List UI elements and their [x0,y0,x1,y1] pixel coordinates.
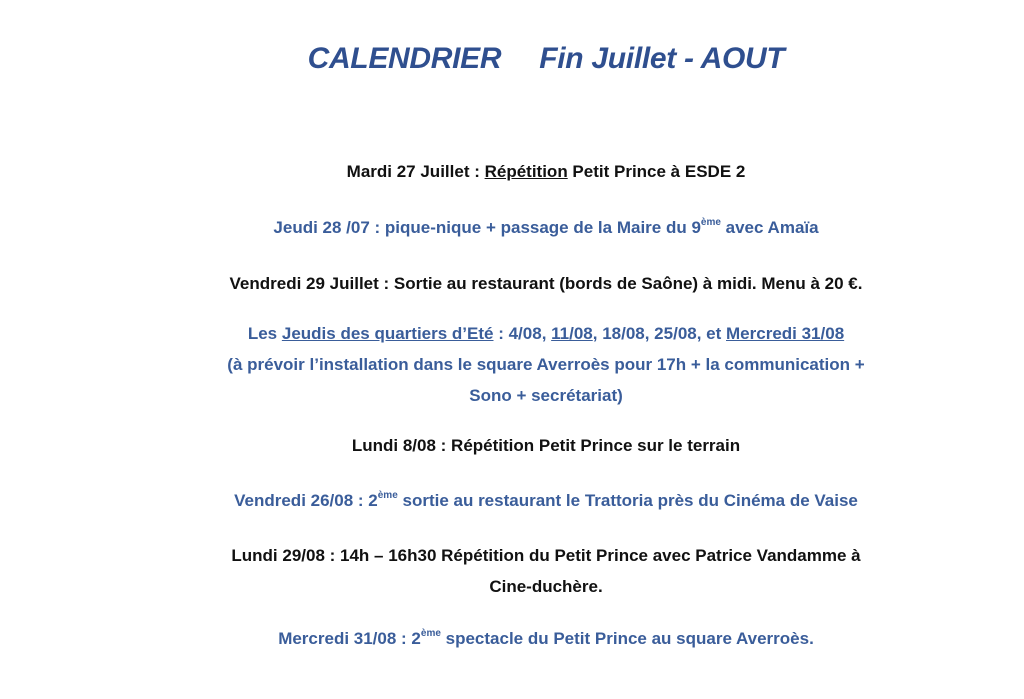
event-picnic: Jeudi 28 /07 : pique-nique + passage de la Maire du 9ème avec Amaïa [273,217,819,237]
event-trattoria: Vendredi 26/08 : 2ème sortie au restaurant le Trattoria près du Cinéma de Vaise [234,490,858,510]
jeudis-line-2: (à prévoir l’installation dans le square Averroès pour 17h + la communication + [227,355,865,374]
link-jeudis-quartiers: Jeudis des quartiers d’Eté [281,324,494,343]
underlined-date-1108: 11/08 [551,324,593,343]
event-rehearsal-esde: Mardi 27 Juillet : Répétition Petit Prince à ESDE 2 [346,162,746,181]
title-period: Fin Juillet - AOUT [539,42,785,75]
page-title [0,42,1024,76]
event-spectacle: Mercredi 31/08 : 2ème spectacle du Petit Prince au square Averroès. [278,628,814,648]
event-restaurant-saone: Vendredi 29 Juillet : Sortie au restaurant (bords de Saône) à midi. Menu à 20 €. [229,274,863,293]
jeudis-line-3: Sono + secrétariat) [469,386,623,405]
event-rehearsal-vandamme [0,540,1024,602]
underlined-mercredi-3108: Mercredi 31/08 [726,324,845,343]
vandamme-line-1: Lundi 29/08 : 14h – 16h30 Répétition du Petit Prince avec Patrice Vandamme à [231,546,861,565]
title-calendrier: CALENDRIER [307,42,502,75]
jeudis-line-1: Les Jeudis des quartiers d’Eté : 4/08, 11/08, 18/08, 25/08, et Mercredi 31/08 [247,324,845,343]
event-rehearsal-terrain: Lundi 8/08 : Répétition Petit Prince sur le terrain [351,436,741,455]
vandamme-line-2: Cine-duchère. [489,577,603,596]
underlined-repetition: Répétition [484,162,568,181]
event-jeudis-quartiers [0,318,1024,411]
